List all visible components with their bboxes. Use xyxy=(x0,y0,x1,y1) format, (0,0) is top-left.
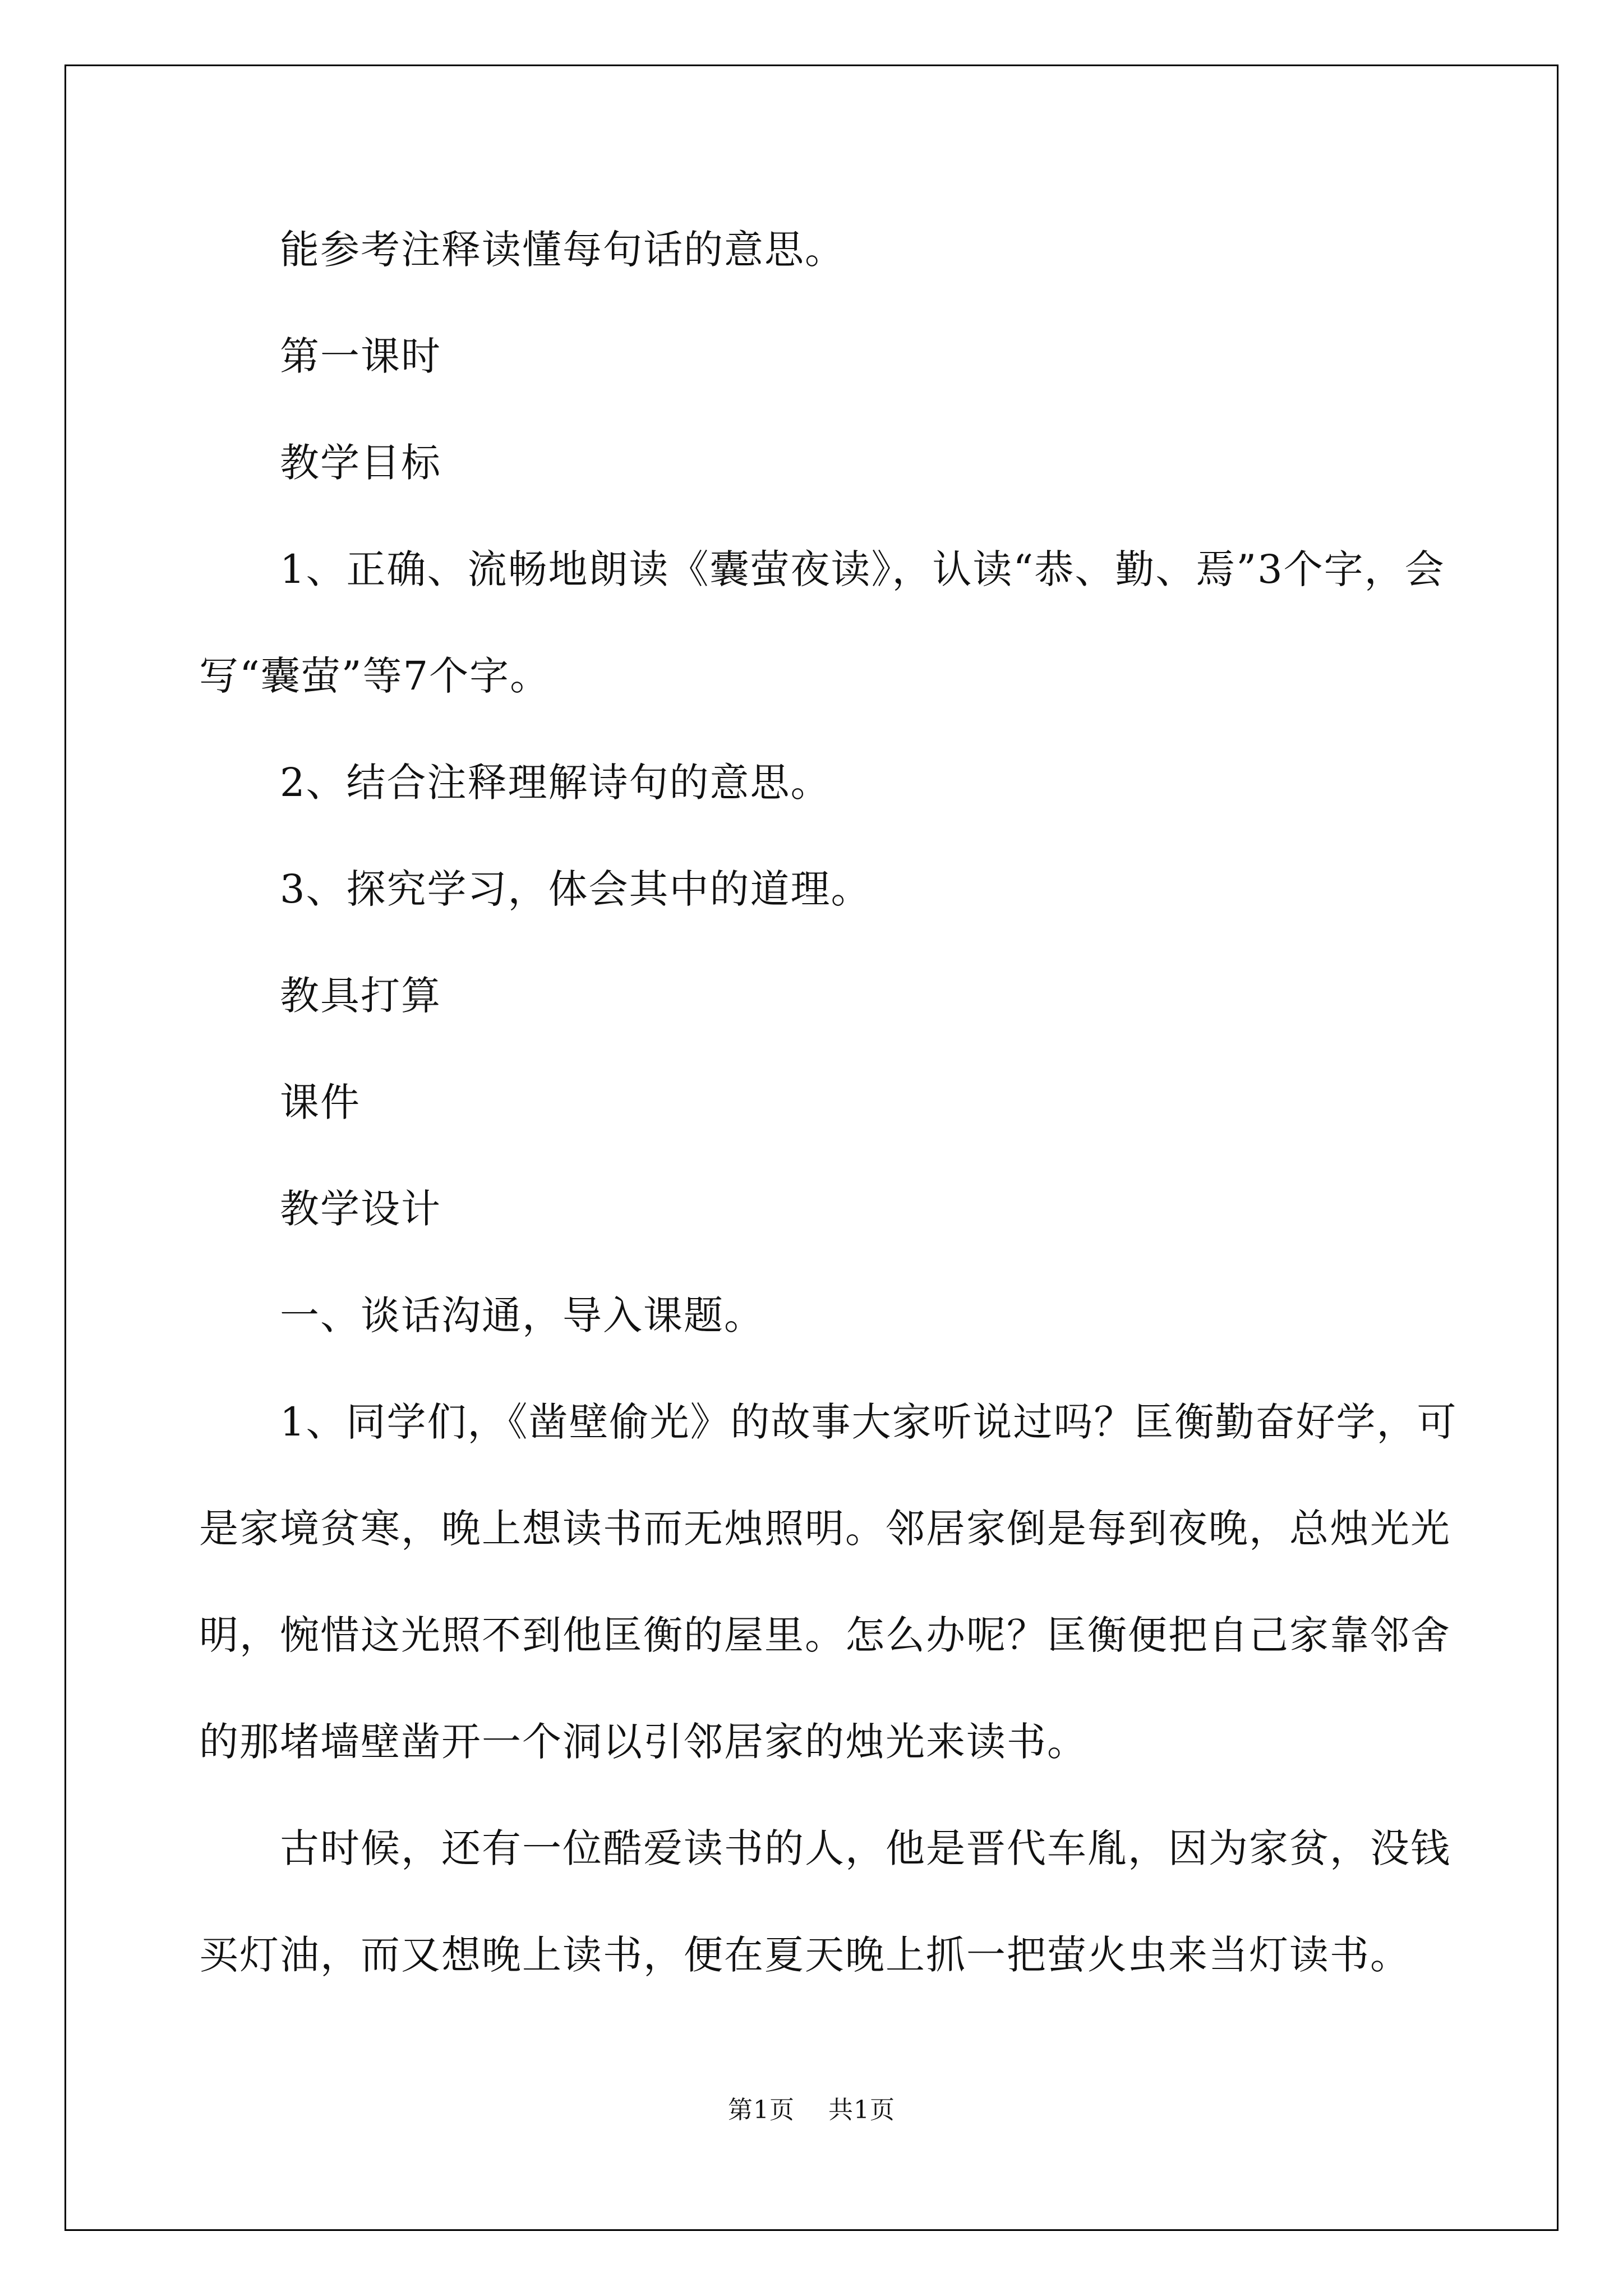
paragraph: 2、结合注释理解诗句的意思。 xyxy=(280,760,831,806)
paragraph: 教具打算 xyxy=(280,973,441,1019)
paragraph: 课件 xyxy=(280,1079,361,1125)
paragraph: 一、谈话沟通，导入课题。 xyxy=(280,1292,764,1338)
paragraph: 能参考注释读懂每句话的意思。 xyxy=(280,227,845,273)
paragraph: 第一课时 xyxy=(280,333,441,379)
paragraph: 教学目标 xyxy=(280,440,441,486)
paragraph: 古时候，还有一位酷爱读书的人，他是晋代车胤，因为家贫，没钱买灯油，而又想晚上读书，便在夏天晚上抓一把萤火虫来当灯读书。 xyxy=(199,1825,1451,1978)
paragraph: 1、正确、流畅地朗读《囊萤夜读》，认读“恭、勤、焉”3个字，会写“囊萤”等7个字。 xyxy=(199,546,1445,699)
paragraph: 1、同学们，《凿壁偷光》的故事大家听说过吗？匡衡勤奋好学，可是家境贫寒，晚上想读书而无烛照明。邻居家倒是每到夜晚，总烛光光明，惋惜这光照不到他匡衡的屋里。怎么办呢？匡衡便把自己家靠邻舍的那堵墙壁凿开一个洞以引邻居家的烛光来读书。 xyxy=(199,1399,1458,1765)
paragraph: 3、探究学习，体会其中的道理。 xyxy=(280,866,872,912)
page-number-footer: 第1页 共1页 xyxy=(728,2096,895,2124)
paragraph: 教学设计 xyxy=(280,1186,441,1232)
document-body xyxy=(199,196,1481,2008)
